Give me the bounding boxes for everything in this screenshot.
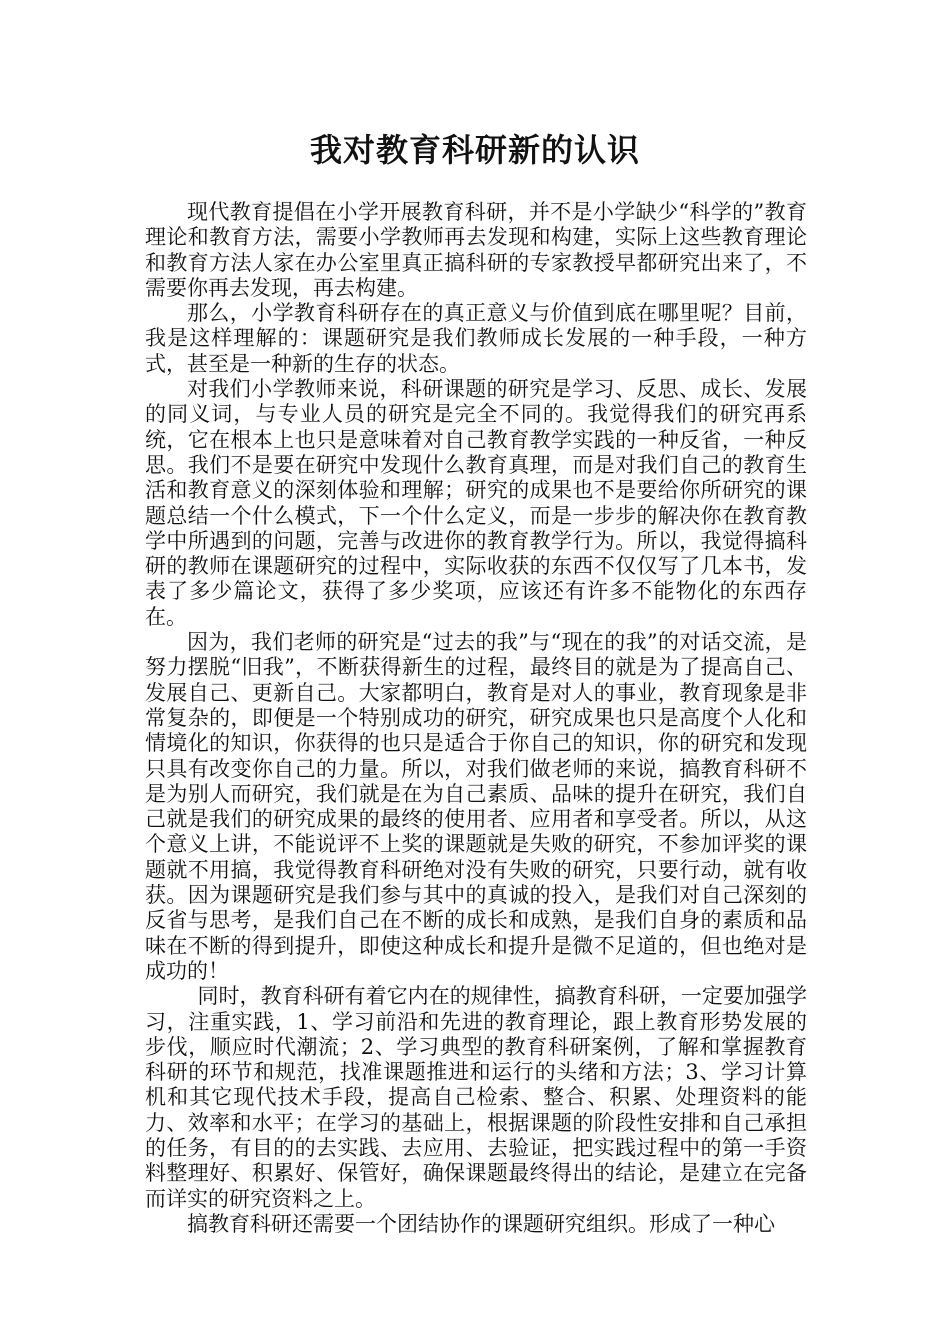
paragraph-5: 同时，教育科研有着它内在的规律性，搞教育科研，一定要加强学习，注重实践，1、学习前沿和先进的教育理论，跟上教育形势发展的步伐，顺应时代潮流；2、学习典型的教育科研案例，了解和掌握教育科研的环节和规范，找准课题推进和运行的头绪和方法；3、学习计算机和其它现代技术手段，提高自己检索、整合、积累、处理资料的能力、效率和水平；在学习的基础上，根据课题的阶段性安排和自己承担的任务，有目的的去实践、去应用、去验证，把实践过程中的第一手资料整理好、积累好、保管好，确保课题最终得出的结论，是建立在完备而详实的研究资料之上。 bbox=[145, 984, 807, 1211]
paragraph-1: 现代教育提倡在小学开展教育科研，并不是小学缺少“科学的”教育理论和教育方法，需要小学教师再去发现和构建，实际上这些教育理论和教育方法人家在办公室里真正搞科研的专家教授早都研究出来了，不需要你再去发现，再去构建。 bbox=[145, 200, 807, 300]
paragraph-4: 因为，我们老师的研究是“过去的我”与“现在的我”的对话交流，是努力摆脱“旧我”，不断获得新生的过程，最终目的就是为了提高自己、发展自己、更新自己。大家都明白，教育是对人的事业，教育现象是非常复杂的，即便是一个特别成功的研究，研究成果也只是高度个人化和情境化的知识，你获得的也只是适合于你自己的知识，你的研究和发现只具有改变你自己的力量。所以，对我们做老师的来说，搞教育科研不是为别人而研究，我们就是在为自己素质、品味的提升在研究，我们自己就是我们的研究成果的最终的使用者、应用者和享受者。所以，从这个意义上讲，不能说评不上奖的课题就是失败的研究，不参加评奖的课题就不用搞，我觉得教育科研绝对没有失败的研究，只要行动，就有收获。因为课题研究是我们参与其中的真诚的投入，是我们对自己深刻的反省与思考，是我们自己在不断的成长和成熟，是我们自身的素质和品味在不断的得到提升，即使这种成长和提升是微不足道的，但也绝对是成功的！ bbox=[145, 630, 807, 983]
paragraph-2: 那么，小学教育科研存在的真正意义与价值到底在哪里呢？目前，我是这样理解的：课题研究是我们教师成长发展的一种手段，一种方式，甚至是一种新的生存的状态。 bbox=[145, 301, 807, 376]
document-title: 我对教育科研新的认识 bbox=[309, 131, 640, 169]
paragraph-3: 对我们小学教师来说，科研课题的研究是学习、反思、成长、发展的同义词，与专业人员的研究是完全不同的。我觉得我们的研究再系统，它在根本上也只是意味着对自己教育教学实践的一种反省，一种反思。我们不是要在研究中发现什么教育真理，而是对我们自己的教育生活和教育意义的深刻体验和理解；研究的成果也不是要给你所研究的课题总结一个什么模式，下一个什么定义，而是一步步的解决你在教育教学中所遇到的问题，完善与改进你的教育教学行为。所以，我觉得搞科研的教师在课题研究的过程中，实际收获的东西不仅仅写了几本书，发表了多少篇论文，获得了多少奖项，应该还有许多不能物化的东西存在。 bbox=[145, 377, 807, 629]
paragraph-6: 搞教育科研还需要一个团结协作的课题研究组织。形成了一种心 bbox=[187, 1211, 775, 1236]
document-body bbox=[145, 200, 807, 1237]
